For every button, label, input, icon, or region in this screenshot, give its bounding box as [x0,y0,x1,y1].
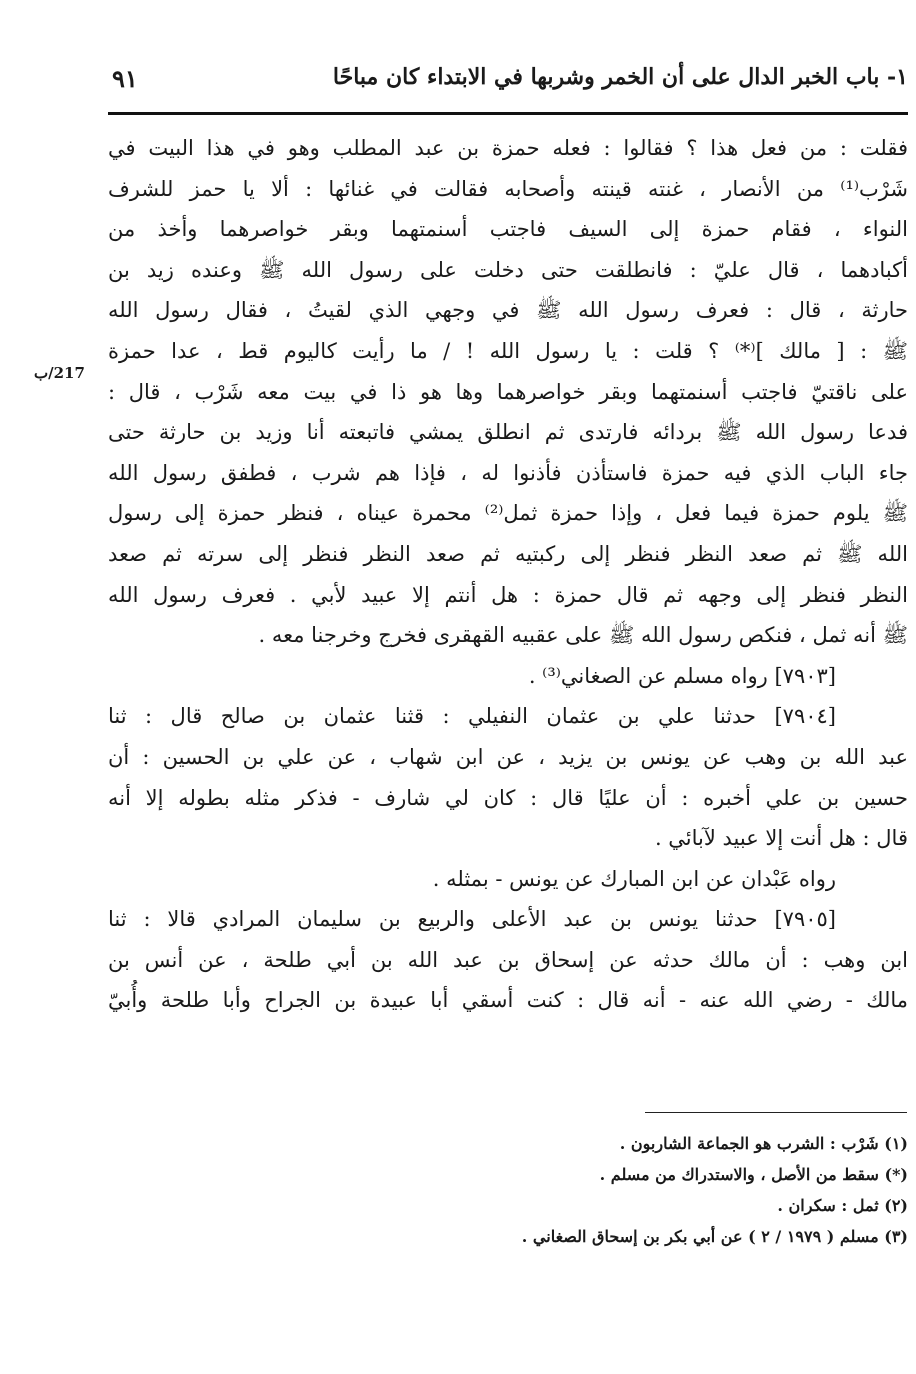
text-line: النظر فنظر إلى وجهه ثم قال حمزة : هل أنتم إلا عبيد لأبي . فعرف رسول الله [108,582,908,607]
footnote: (٢) ثمل : سكران . [777,1196,908,1215]
text-line: ﷺ : [ مالك ]⁽*⁾ ؟ قلت : يا رسول الله ! / ما رأيت كاليوم قط ، عدا حمزة [108,338,908,363]
text-line: أكبادهما ، قال عليّ : فانطلقت حتى دخلت على رسول الله ﷺ وعنده زيد بن [108,257,908,282]
text-line: الله ﷺ ثم صعد النظر فنظر إلى ركبتيه ثم صعد النظر فنظر إلى سرته ثم صعد [108,541,908,566]
riwaya-note: رواه عَبْدان عن ابن المبارك عن يونس - بمثله . [432,866,836,891]
text-line: على ناقتيّ فاجتب أسنمتهما وبقر خواصرهما وها هو ذا في بيت معه شَرْب ، قال : [108,379,908,404]
text-line: شَرْب⁽¹⁾ من الأنصار ، غنته قينته وأصحابه فقالت في غنائها : ألا يا حمز للشرف [108,176,908,201]
text-line: فدعا رسول الله ﷺ بردائه فارتدى ثم انطلق يمشي فاتبعته أنا وزيد بن حارثة حتى [108,420,908,445]
text-line: ﷺ أنه ثمل ، فنكص رسول الله ﷺ على عقبيه القهقرى فخرج وخرجنا معه . [258,623,908,648]
header-divider [108,112,908,115]
text-line: ﷺ يلوم حمزة فيما فعل ، وإذا حمزة ثمل⁽²⁾ محمرة عيناه ، فنظر حمزة إلى رسول [108,501,908,526]
chapter-title: ١- باب الخبر الدال على أن الخمر وشربها في الابتداء كان مباحًا [332,64,908,90]
text-line: ابن وهب : أن مالك حدثه عن إسحاق بن عبد الله بن أبي طلحة ، عن أنس بن [108,947,908,972]
text-line: فقلت : من فعل هذا ؟ فقالوا : فعله حمزة بن عبد المطلب وهو في هذا البيت في [108,136,908,160]
footnote: (*) سقط من الأصل ، والاستدراك من مسلم . [599,1165,908,1184]
footnote: (٣) مسلم ( ١٩٧٩ / ٢ ) عن أبي بكر بن إسحاق الصغاني . [521,1227,908,1246]
text-line: جاء الباب الذي فيه حمزة فاستأذن فأذنوا له ، فإذا هم شرب ، فطفق رسول الله [108,460,908,485]
main-text [108,128,908,1021]
text-line: عبد الله بن وهب عن يونس بن يزيد ، عن ابن شهاب ، عن علي بن الحسين : أن [108,744,908,769]
hadith-7904: [٧٩٠٤] حدثنا علي بن عثمان النفيلي : قثنا عثمان بن صالح قال : ثنا [108,704,836,729]
footnotes [108,1128,908,1252]
text-line: قال : هل أنت إلا عبيد لآبائي . [654,826,908,851]
page-number: ٩١ [112,64,138,93]
footnote: (١) شَرْب : الشرب هو الجماعة الشاربون . [619,1134,908,1153]
hadith-7903: [٧٩٠٣] رواه مسلم عن الصغاني⁽³⁾ . [528,663,836,688]
manuscript-folio-note: 217/ب [34,364,85,382]
footnote-divider [645,1112,907,1113]
text-line: مالك - رضي الله عنه - أنه قال : كنت أسقي أبا عبيدة بن الجراح وأبا طلحة وأُبيّ [108,988,908,1013]
text-line: النواء ، فقام حمزة إلى السيف فاجتب أسنمتهما وبقر خواصرهما وأخذ من [108,217,908,242]
hadith-7905: [٧٩٠٥] حدثنا يونس بن عبد الأعلى والربيع بن سليمان المرادي قالا : ثنا [108,907,836,932]
text-line: حارثة ، قال : فعرف رسول الله ﷺ في وجهي الذي لقيتُ ، فقال رسول الله [108,298,908,323]
text-line: حسين بن علي أخبره : أن عليًا قال : كان لي شارف - فذكر مثله بطوله إلا أنه [108,785,908,810]
running-header [108,56,908,106]
